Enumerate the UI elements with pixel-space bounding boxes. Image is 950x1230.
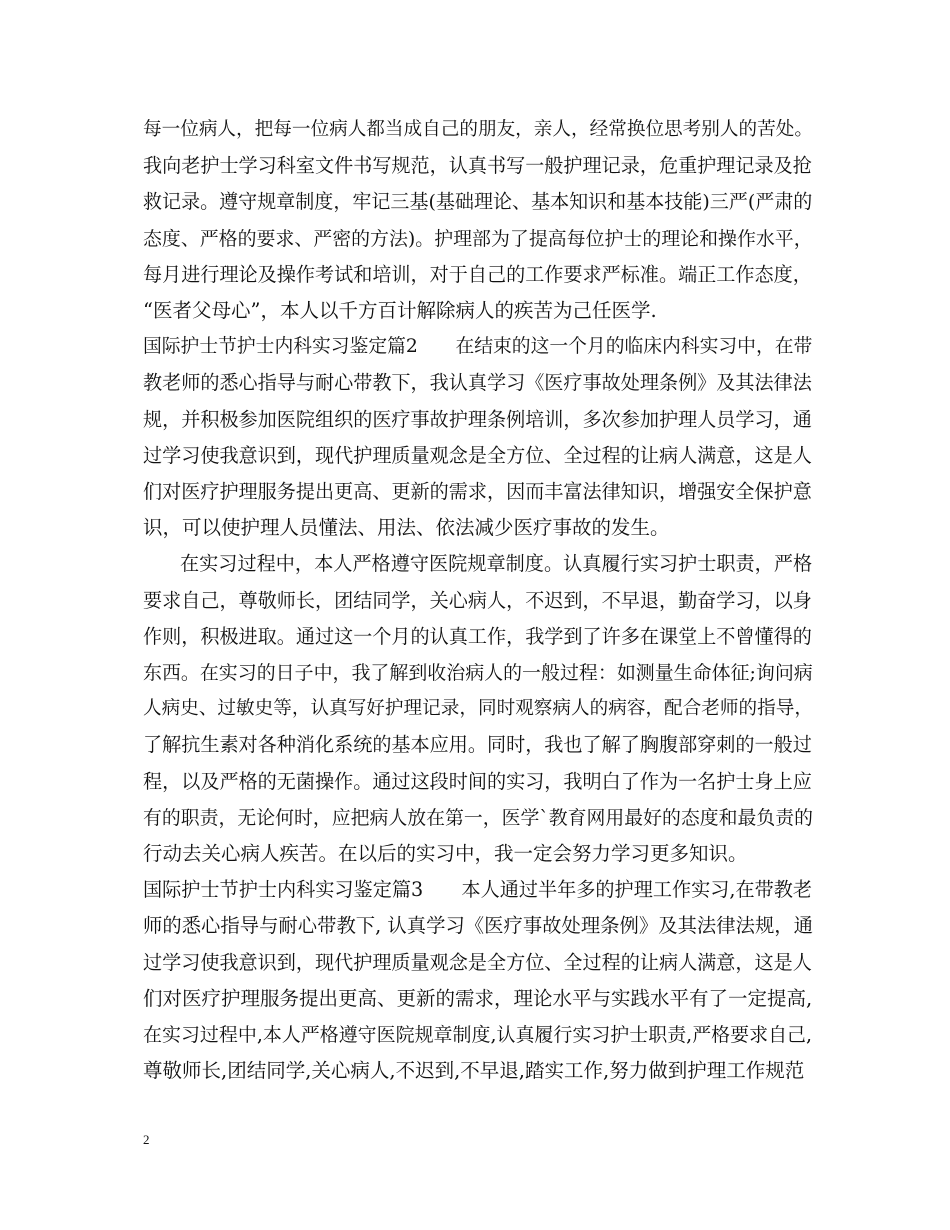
text-line: 们对医疗护理服务提出更高、更新的需求，因而丰富法律知识，增强安全保护意	[143, 480, 812, 503]
text-line: 每月进行理论及操作考试和培训，对于自己的工作要求严标准。端正工作态度，	[143, 262, 812, 286]
text-line: 师的悉心指导与耐心带教下, 认真学习《医疗事故处理条例》及其法律法规，通	[143, 914, 813, 938]
text-line: 国际护士节护士内科实习鉴定篇3 本人通过半年多的护理工作实习,在带教老	[143, 878, 813, 902]
text-line: 有的职责，无论何时，应把病人放在第一，医学`教育网用最好的态度和最负责的	[143, 806, 813, 829]
text-line: 人病史、过敏史等，认真写好护理记录，同时观察病人的病容，配合老师的指导，	[143, 698, 813, 720]
text-line: 行动去关心病人疾苦。在以后的实习中，我一定会努力学习更多知识。	[143, 842, 748, 865]
text-line: 教老师的悉心指导与耐心带教下，我认真学习《医疗事故处理条例》及其法律法	[143, 371, 812, 395]
text-line: 每一位病人，把每一位病人都当成自己的朋友，亲人，经常换位思考别人的苦处。	[143, 119, 813, 140]
text-line: 过学习使我意识到，现代护理质量观念是全方位、全过程的让病人满意，这是人	[143, 950, 812, 974]
page-number: 2	[143, 1132, 150, 1147]
text-line: 在实习过程中,本人严格遵守医院规章制度,认真履行实习护士职责,严格要求自己,	[143, 1024, 813, 1046]
text-line: 规，并积极参加医院组织的医疗事故护理条例培训，多次参加护理人员学习，通	[143, 407, 812, 431]
text-line: 我向老护士学习科室文件书写规范，认真书写一般护理记录，危重护理记录及抢	[143, 154, 812, 178]
text-line: 国际护士节护士内科实习鉴定篇2 在结束的这一个月的临床内科实习中，在带	[143, 336, 813, 358]
text-line: 作则，积极进取。通过这一个月的认真工作，我学到了许多在课堂上不曾懂得的	[143, 624, 812, 648]
text-line: 程，以及严格的无菌操作。通过这段时间的实习，我明白了作为一名护士身上应	[143, 769, 812, 793]
text-line: 过学习使我意识到，现代护理质量观念是全方位、全过程的让病人满意，这是人	[143, 443, 812, 467]
text-line: 要求自己，尊敬师长，团结同学，关心病人，不迟到，不早退，勤奋学习，以身	[143, 588, 812, 612]
text-line: 识，可以使护理人员懂法、用法、依法减少医疗事故的发生。	[143, 516, 670, 540]
text-line: “医者父母心”，本人以千方百计解除病人的疾苦为己任医学.	[143, 299, 657, 322]
text-line: 救记录。遵守规章制度，牢记三基(基础理论、基本知识和基本技能)三严(严肃的	[143, 191, 813, 214]
text-line: 们对医疗护理服务提出更高、更新的需求，理论水平与实践水平有了一定提高,	[143, 986, 813, 1010]
text-line: 尊敬师长,团结同学,关心病人,不迟到,不早退,踏实工作,努力做到护理工作规范	[143, 1059, 805, 1083]
text-line: 在实习过程中，本人严格遵守医院规章制度。认真履行实习护士职责，严格	[180, 552, 813, 576]
text-line: 东西。在实习的日子中，我了解到收治病人的一般过程：如测量生命体征;询问病	[143, 662, 813, 684]
text-line: 态度、严格的要求、严密的方法)。护理部为了提高每位护士的理论和操作水平，	[143, 227, 813, 250]
text-line: 了解抗生素对各种消化系统的基本应用。同时，我也了解了胸腹部穿刺的一般过	[143, 733, 812, 757]
